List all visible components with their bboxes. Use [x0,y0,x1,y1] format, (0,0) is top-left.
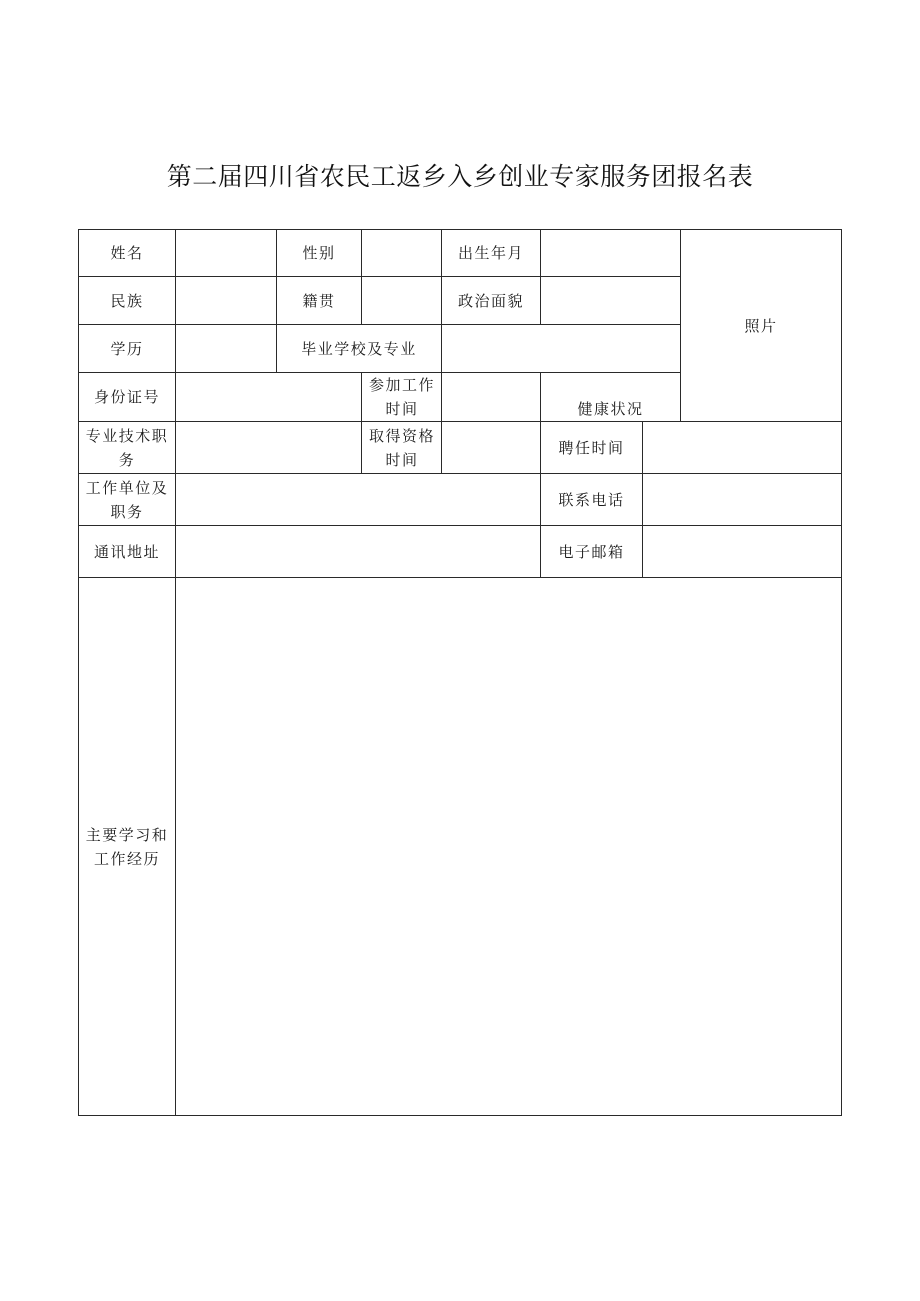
school-major-field[interactable] [442,325,680,372]
education-field[interactable] [176,325,276,372]
address-field[interactable] [176,526,540,577]
id-number-field[interactable] [176,373,361,421]
label-gender: 性别 [302,244,336,262]
label-name: 姓名 [110,244,144,262]
political-status-field[interactable] [541,277,680,324]
rule [841,229,842,1116]
native-place-field[interactable] [362,277,441,324]
label-political-status: 政治面貌 [457,291,524,310]
label-email: 电子邮箱 [558,542,625,561]
experience-field[interactable] [176,578,841,1115]
label-health: 健康状况 [577,400,644,418]
label-native-place: 籍贯 [302,291,336,310]
birth-field[interactable] [541,230,680,276]
label-education: 学历 [110,339,144,358]
label-workplace: 工作单位及职务 [85,478,169,521]
label-hire-time: 聘任时间 [558,438,625,457]
qualification-time-field[interactable] [442,422,540,473]
work-start-field[interactable] [442,373,540,421]
gender-field[interactable] [362,230,441,276]
label-work-start: 参加工作时间 [368,376,435,418]
label-phone: 联系电话 [558,490,625,509]
label-school-major: 毕业学校及专业 [301,339,417,358]
label-ethnicity: 民族 [110,291,144,310]
name-field[interactable] [176,230,276,276]
label-experience: 主要学习和工作经历 [85,825,169,868]
label-birth: 出生年月 [457,244,524,262]
email-field[interactable] [643,526,841,577]
label-address: 通讯地址 [93,542,160,561]
label-id-number: 身份证号 [93,388,160,406]
rule [361,372,362,473]
label-photo: 照片 [744,316,778,335]
ethnicity-field[interactable] [176,277,276,324]
label-qualification-time: 取得资格时间 [368,426,435,469]
registration-form-table [78,229,842,1116]
workplace-field[interactable] [176,474,540,525]
phone-field[interactable] [643,474,841,525]
label-title-rank: 专业技术职务 [85,426,169,469]
form-title: 第二届四川省农民工返乡入乡创业专家服务团报名表 [166,162,754,191]
title-rank-field[interactable] [176,422,361,473]
rule [78,1115,842,1116]
hire-time-field[interactable] [643,422,841,473]
